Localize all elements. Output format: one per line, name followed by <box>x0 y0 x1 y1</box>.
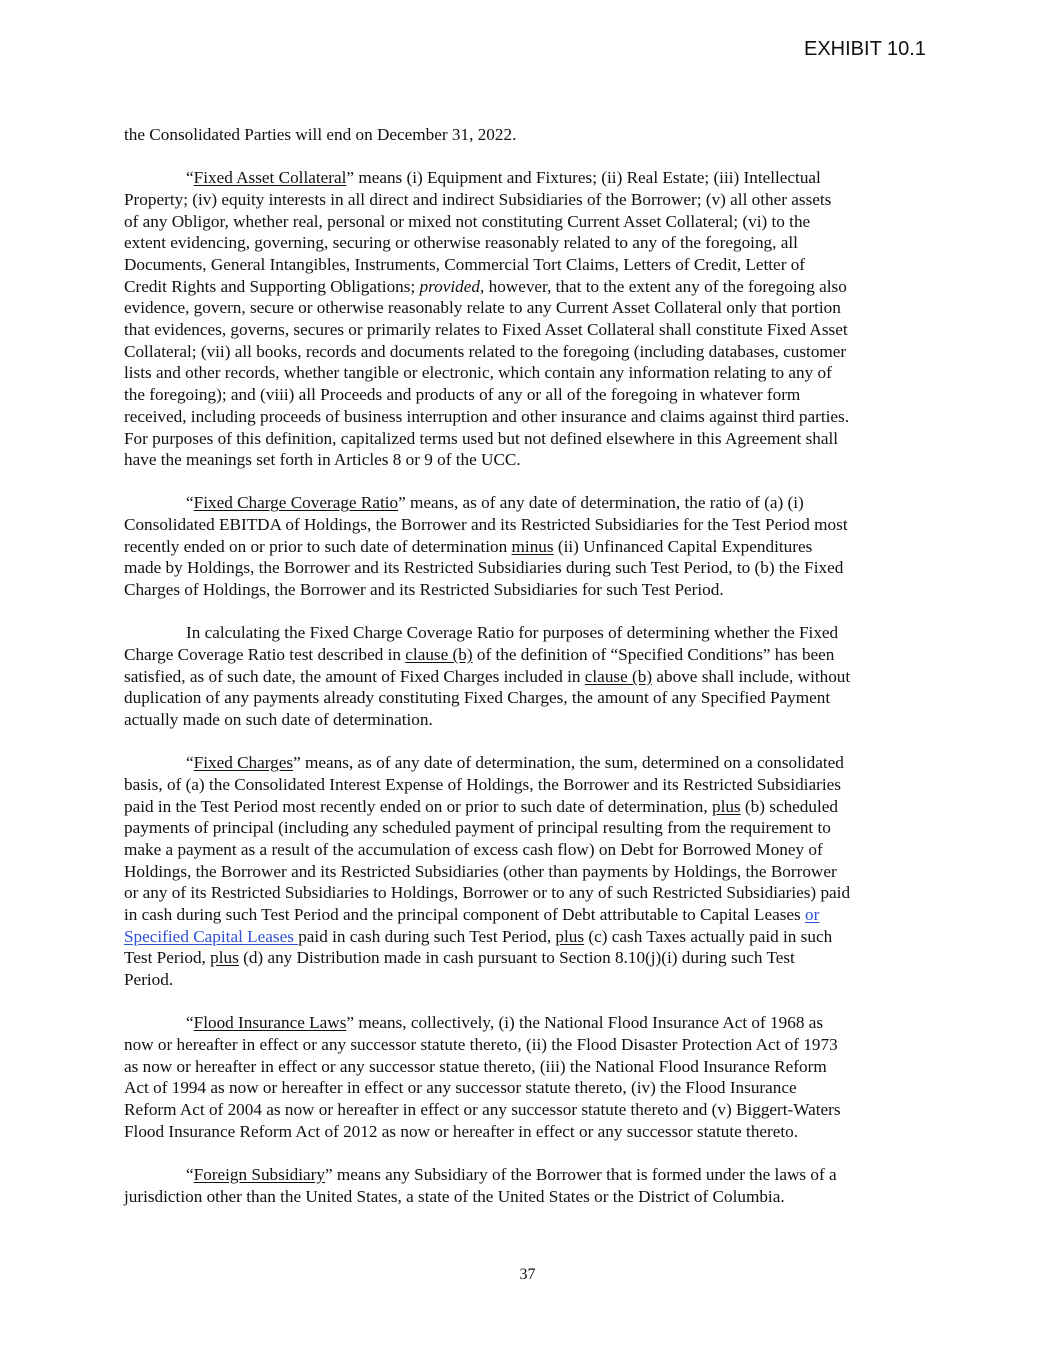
text-span: paid in cash during such Test Period, <box>298 926 556 946</box>
document-body <box>124 124 944 1229</box>
text-line <box>124 644 944 666</box>
text-span: duplication of any payments already constituting Fixed Charges, the amount of any Specified Payment <box>124 688 831 708</box>
paragraph-flood-insurance-laws <box>124 1012 944 1142</box>
text-line <box>124 796 944 818</box>
text-span: of any Obligor, whether real, personal or mixed not constituting Current Asset Collateral; (vi) to the <box>124 211 811 231</box>
underlined-term: minus <box>511 536 554 556</box>
text-line <box>124 1164 944 1186</box>
underlined-term: Fixed Charges <box>193 753 294 773</box>
text-line <box>124 406 944 428</box>
text-line <box>124 709 944 731</box>
text-line <box>124 1099 944 1121</box>
text-span: made by Holdings, the Borrower and its Restricted Subsidiaries during such Test Period, to (b) the Fixed <box>124 558 844 578</box>
text-span: evidence, govern, secure or otherwise reasonably relate to any Current Asset Collateral only that portion <box>124 298 841 318</box>
text-line <box>124 1034 944 1056</box>
text-span: jurisdiction other than the United States, a state of the United States or the District of Columbia. <box>124 1186 785 1206</box>
underlined-term: Fixed Asset Collateral <box>193 168 347 188</box>
text-line <box>124 969 944 991</box>
text-span: received, including proceeds of business interruption and other insurance and claims against third parties. <box>124 406 849 426</box>
text-line <box>124 319 944 341</box>
text-line <box>124 514 944 536</box>
text-line <box>124 254 944 276</box>
text-line <box>124 449 944 471</box>
text-line <box>124 666 944 688</box>
text-line <box>124 947 944 969</box>
text-line <box>124 1186 944 1208</box>
text-span: (d) any Distribution made in cash pursuant to Section 8.10(j)(i) during such Test <box>238 948 795 968</box>
paragraph-fccr-calculation <box>124 622 944 731</box>
underlined-term: plus <box>555 926 585 946</box>
text-line <box>124 124 944 146</box>
text-line <box>124 232 944 254</box>
underlined-term: plus <box>711 796 741 816</box>
text-span: Property; (iv) equity interests in all direct and indirect Subsidiaries of the Borrower; (v) all other assets <box>124 189 832 209</box>
text-span: (c) cash Taxes actually paid in such <box>584 926 833 946</box>
text-span: Charge Coverage Ratio test described in <box>124 644 406 664</box>
text-span: recently ended on or prior to such date of determination <box>124 536 512 556</box>
text-span: ” means, as of any date of determination, the ratio of (a) (i) <box>398 493 804 513</box>
paragraph-fixed-charges <box>124 752 944 991</box>
text-span: Holdings, the Borrower and its Restricted Subsidiaries (other than payments by Holdings, the Borrower <box>124 861 837 881</box>
text-span: Act of 1994 as now or hereafter in effect or any successor statute thereto, (iv) the Flood Insurance <box>124 1078 797 1098</box>
text-line <box>124 1012 944 1034</box>
text-span: actually made on such date of determination. <box>124 710 433 730</box>
text-span: “ <box>186 168 194 188</box>
text-span: “ <box>186 493 194 513</box>
text-span: ” means, collectively, (i) the National Flood Insurance Act of 1968 as <box>346 1013 824 1033</box>
paragraph-foreign-subsidiary <box>124 1164 944 1207</box>
text-span: Collateral; (vii) all books, records and documents related to the foregoing (including databases, customer <box>124 341 847 361</box>
underlined-term: clause (b) <box>584 666 653 686</box>
text-line <box>124 189 944 211</box>
text-span: In calculating the Fixed Charge Coverage Ratio for purposes of determining whether the Fixed <box>186 623 839 643</box>
text-span: Flood Insurance Reform Act of 2012 as now or hereafter in effect or any successor statute thereto. <box>124 1121 799 1141</box>
text-line <box>124 926 944 948</box>
text-span: ” means any Subsidiary of the Borrower that is formed under the laws of a <box>324 1164 837 1184</box>
text-span: the Consolidated Parties will end on December 31, 2022. <box>124 125 517 144</box>
text-span: , however, that to the extent any of the foregoing also <box>480 276 847 296</box>
text-span: Period. <box>124 970 174 990</box>
text-line <box>124 1077 944 1099</box>
text-span: payments of principal (including any scheduled payment of principal resulting from the requirement to <box>124 818 831 838</box>
paragraph-fixed-charge-coverage-ratio <box>124 492 944 601</box>
text-span: For purposes of this definition, capitalized terms used but not defined elsewhere in this Agreement shall <box>124 428 839 448</box>
text-span: above shall include, without <box>652 666 851 686</box>
text-span: “ <box>186 1164 194 1184</box>
text-line <box>124 536 944 558</box>
underlined-term: Foreign Subsidiary <box>193 1164 325 1184</box>
text-line <box>124 1121 944 1143</box>
paragraph-continuation <box>124 124 944 146</box>
text-span: or any of its Restricted Subsidiaries to Holdings, Borrower or to any of such Restricted Subsidiaries) paid <box>124 883 851 903</box>
text-line <box>124 211 944 233</box>
text-line <box>124 428 944 450</box>
text-span: ” means (i) Equipment and Fixtures; (ii) Real Estate; (iii) Intellectual <box>346 168 821 188</box>
exhibit-label: EXHIBIT 10.1 <box>804 38 926 60</box>
text-span: Reform Act of 2004 as now or hereafter in effect or any successor statute thereto and (v) Biggert-Waters <box>124 1100 841 1120</box>
underlined-term: plus <box>210 948 239 968</box>
text-line <box>124 276 944 298</box>
underlined-term: clause (b) <box>405 644 473 664</box>
inserted-text-link[interactable]: or <box>805 905 820 925</box>
text-line <box>124 492 944 514</box>
page-number: 37 <box>519 1266 536 1283</box>
text-line <box>124 557 944 579</box>
text-line <box>124 341 944 363</box>
text-line <box>124 861 944 883</box>
text-span: (ii) Unfinanced Capital Expenditures <box>553 536 813 556</box>
text-span: Credit Rights and Supporting Obligations; <box>124 276 420 296</box>
text-span: extent evidencing, governing, securing or otherwise reasonably related to any of the foregoing, all <box>124 233 798 253</box>
inserted-text-link[interactable]: Specified Capital Leases <box>124 926 299 946</box>
text-line <box>124 362 944 384</box>
text-line <box>124 384 944 406</box>
paragraph-fixed-asset-collateral <box>124 167 944 471</box>
text-span: Charges of Holdings, the Borrower and its Restricted Subsidiaries for such Test Period. <box>124 580 724 600</box>
text-span: lists and other records, whether tangible or electronic, which contain any information relating to any of <box>124 363 832 383</box>
text-span: ” means, as of any date of determination, the sum, determined on a consolidated <box>293 753 844 773</box>
italic-text: provided <box>419 276 480 296</box>
text-line <box>124 904 944 926</box>
text-span: satisfied, as of such date, the amount of Fixed Charges included in <box>124 666 585 686</box>
text-span: “ <box>186 753 194 773</box>
text-line <box>124 687 944 709</box>
text-line <box>124 579 944 601</box>
text-line <box>124 882 944 904</box>
text-span: that evidences, governs, secures or primarily relates to Fixed Asset Collateral shall constitute Fixed Asset <box>124 320 848 340</box>
text-span: now or hereafter in effect or any successor statute thereto, (ii) the Flood Disaster Protection Act of 1973 <box>124 1034 838 1054</box>
text-line <box>124 752 944 774</box>
text-line <box>124 774 944 796</box>
text-span: the foregoing); and (viii) all Proceeds and products of any or all of the foregoing in whatever form <box>124 385 801 405</box>
text-line <box>124 1056 944 1078</box>
text-span: in cash during such Test Period and the principal component of Debt attributable to Capital Leases <box>124 905 806 925</box>
text-span: of the definition of “Specified Conditions” has been <box>472 644 835 664</box>
underlined-term: Flood Insurance Laws <box>193 1013 347 1033</box>
text-line <box>124 839 944 861</box>
text-span: basis, of (a) the Consolidated Interest Expense of Holdings, the Borrower and its Restricted Subsidiaries <box>124 774 841 794</box>
text-span: (b) scheduled <box>740 796 838 816</box>
text-span: “ <box>186 1013 194 1033</box>
underlined-term: Fixed Charge Coverage Ratio <box>193 493 399 513</box>
text-span: Test Period, <box>124 948 211 968</box>
text-line <box>124 817 944 839</box>
text-line <box>124 167 944 189</box>
text-span: as now or hereafter in effect or any successor statue thereto, (iii) the National Flood Insurance Reform <box>124 1056 827 1076</box>
text-span: have the meanings set forth in Articles 8 or 9 of the UCC. <box>124 450 521 470</box>
text-line <box>124 622 944 644</box>
text-span: paid in the Test Period most recently ended on or prior to such date of determination, <box>124 796 712 816</box>
text-line <box>124 297 944 319</box>
text-span: Documents, General Intangibles, Instruments, Commercial Tort Claims, Letters of Credit, Letter of <box>124 254 806 274</box>
text-span: make a payment as a result of the accumulation of excess cash flow) on Debt for Borrowed Money of <box>124 839 823 859</box>
text-span: Consolidated EBITDA of Holdings, the Borrower and its Restricted Subsidiaries for the Test Period most <box>124 515 848 535</box>
